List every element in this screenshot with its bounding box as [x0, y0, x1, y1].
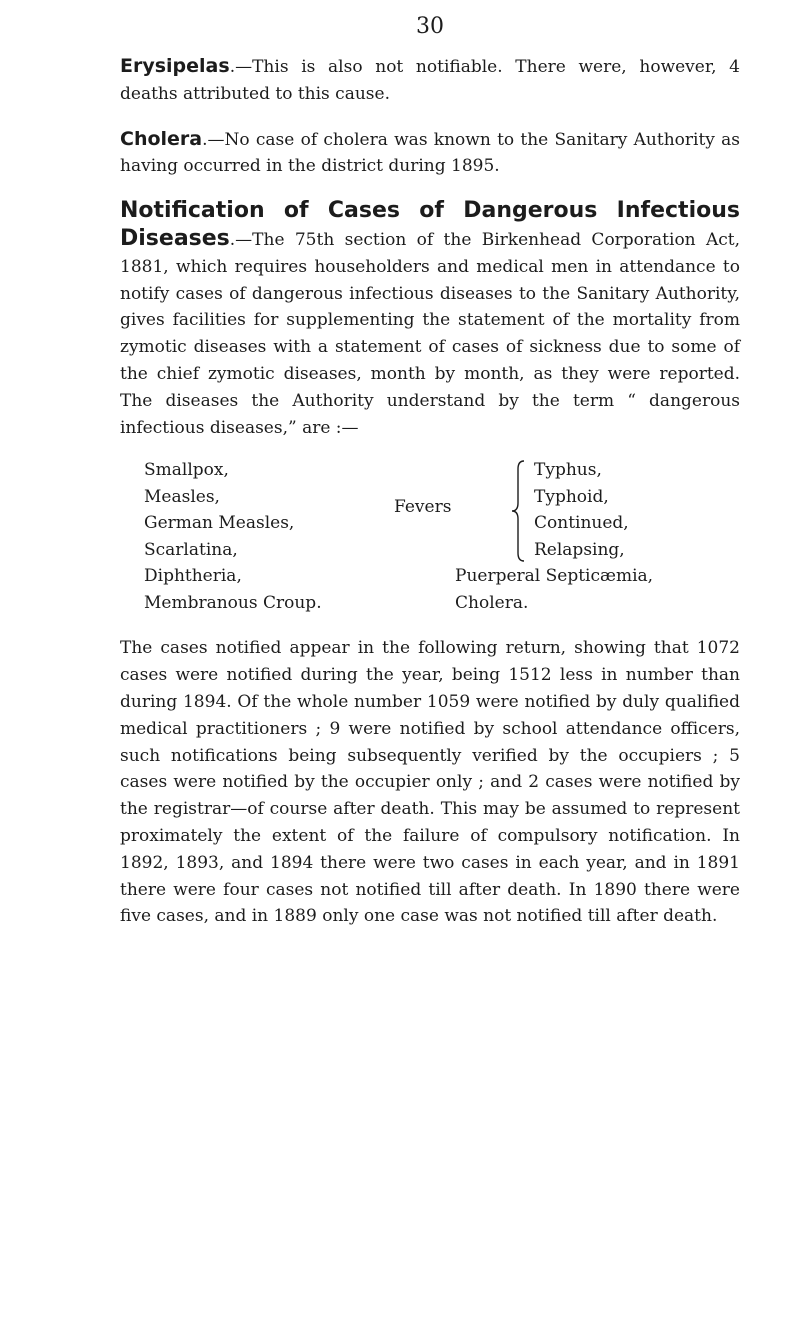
list-item: Typhus, — [534, 460, 602, 481]
disease-list-left — [144, 457, 322, 616]
cholera-heading: Cholera — [120, 127, 203, 150]
left-brace-icon — [510, 459, 530, 563]
list-item: Smallpox, — [144, 460, 229, 481]
cholera-paragraph — [120, 126, 740, 181]
page-number: 30 — [416, 14, 444, 39]
erysipelas-paragraph — [120, 53, 740, 108]
erysipelas-text: .—This is also not notifiable. There were, however, 4 deaths attributed to this cause. — [120, 57, 740, 104]
list-item: Relapsing, — [534, 539, 625, 560]
cases-paragraph: The cases notified appear in the following return, showing that 1072 cases were notified during the year, being 1512 less in number than during 1894. Of the whole number 1059 were notified by duly qualified medical practitioners ; 9 were notified by school attendance officers, such notifications being subsequently verified by the occupiers ; 5 cases were notified by the occupier only ; and 2 cases were notified by the registrar—of course after death. This may be assumed to represent proximately the extent of the failure of compulsory notification. In 1892, 1893, and 1894 there were two cases in each year, and in 1891 there were four cases not notified till after death. In 1890 there were five cases, and in 1889 only one case was not notified till after death. — [120, 638, 740, 927]
list-item: Puerperal Septicæmia, — [455, 566, 654, 587]
cholera-text: .—No case of cholera was known to the Sanitary Authority as having occurred in the district during 1895. — [120, 129, 740, 177]
list-item: Typhoid, — [534, 486, 609, 507]
list-item: Membranous Croup. — [144, 592, 322, 613]
list-item: Diphtheria, — [144, 566, 242, 587]
notification-text: .—The 75th section of the Birkenhead Corporation Act, 1881, which requires householders and medical men in attendance to notify cases of dangerous infectious diseases to the Sanitary Authority, gives facilities for supplementing the statement of the mortality from zymotic diseases with a statement of cases of sickness due to some of the chief zymotic diseases, month by month, as they were reported. The diseases the Authority understand by the term “ dangerous infectious diseases,” are :— — [120, 229, 740, 438]
erysipelas-heading: Erysipelas — [120, 55, 230, 77]
fevers-label: Fevers — [394, 497, 452, 518]
notification-paragraph — [120, 198, 740, 441]
fever-types-list — [534, 457, 629, 563]
notification-heading: Notification of Cases of Dangerous Infectious Diseases — [120, 198, 740, 251]
list-item: Measles, — [144, 486, 220, 507]
list-item: Continued, — [534, 513, 629, 534]
disease-list-right-bottom — [455, 563, 653, 616]
disease-list — [120, 457, 740, 619]
list-item: Cholera. — [455, 592, 529, 613]
list-item: Scarlatina, — [144, 539, 238, 560]
document-page — [120, 14, 740, 930]
list-item: German Measles, — [144, 513, 295, 534]
